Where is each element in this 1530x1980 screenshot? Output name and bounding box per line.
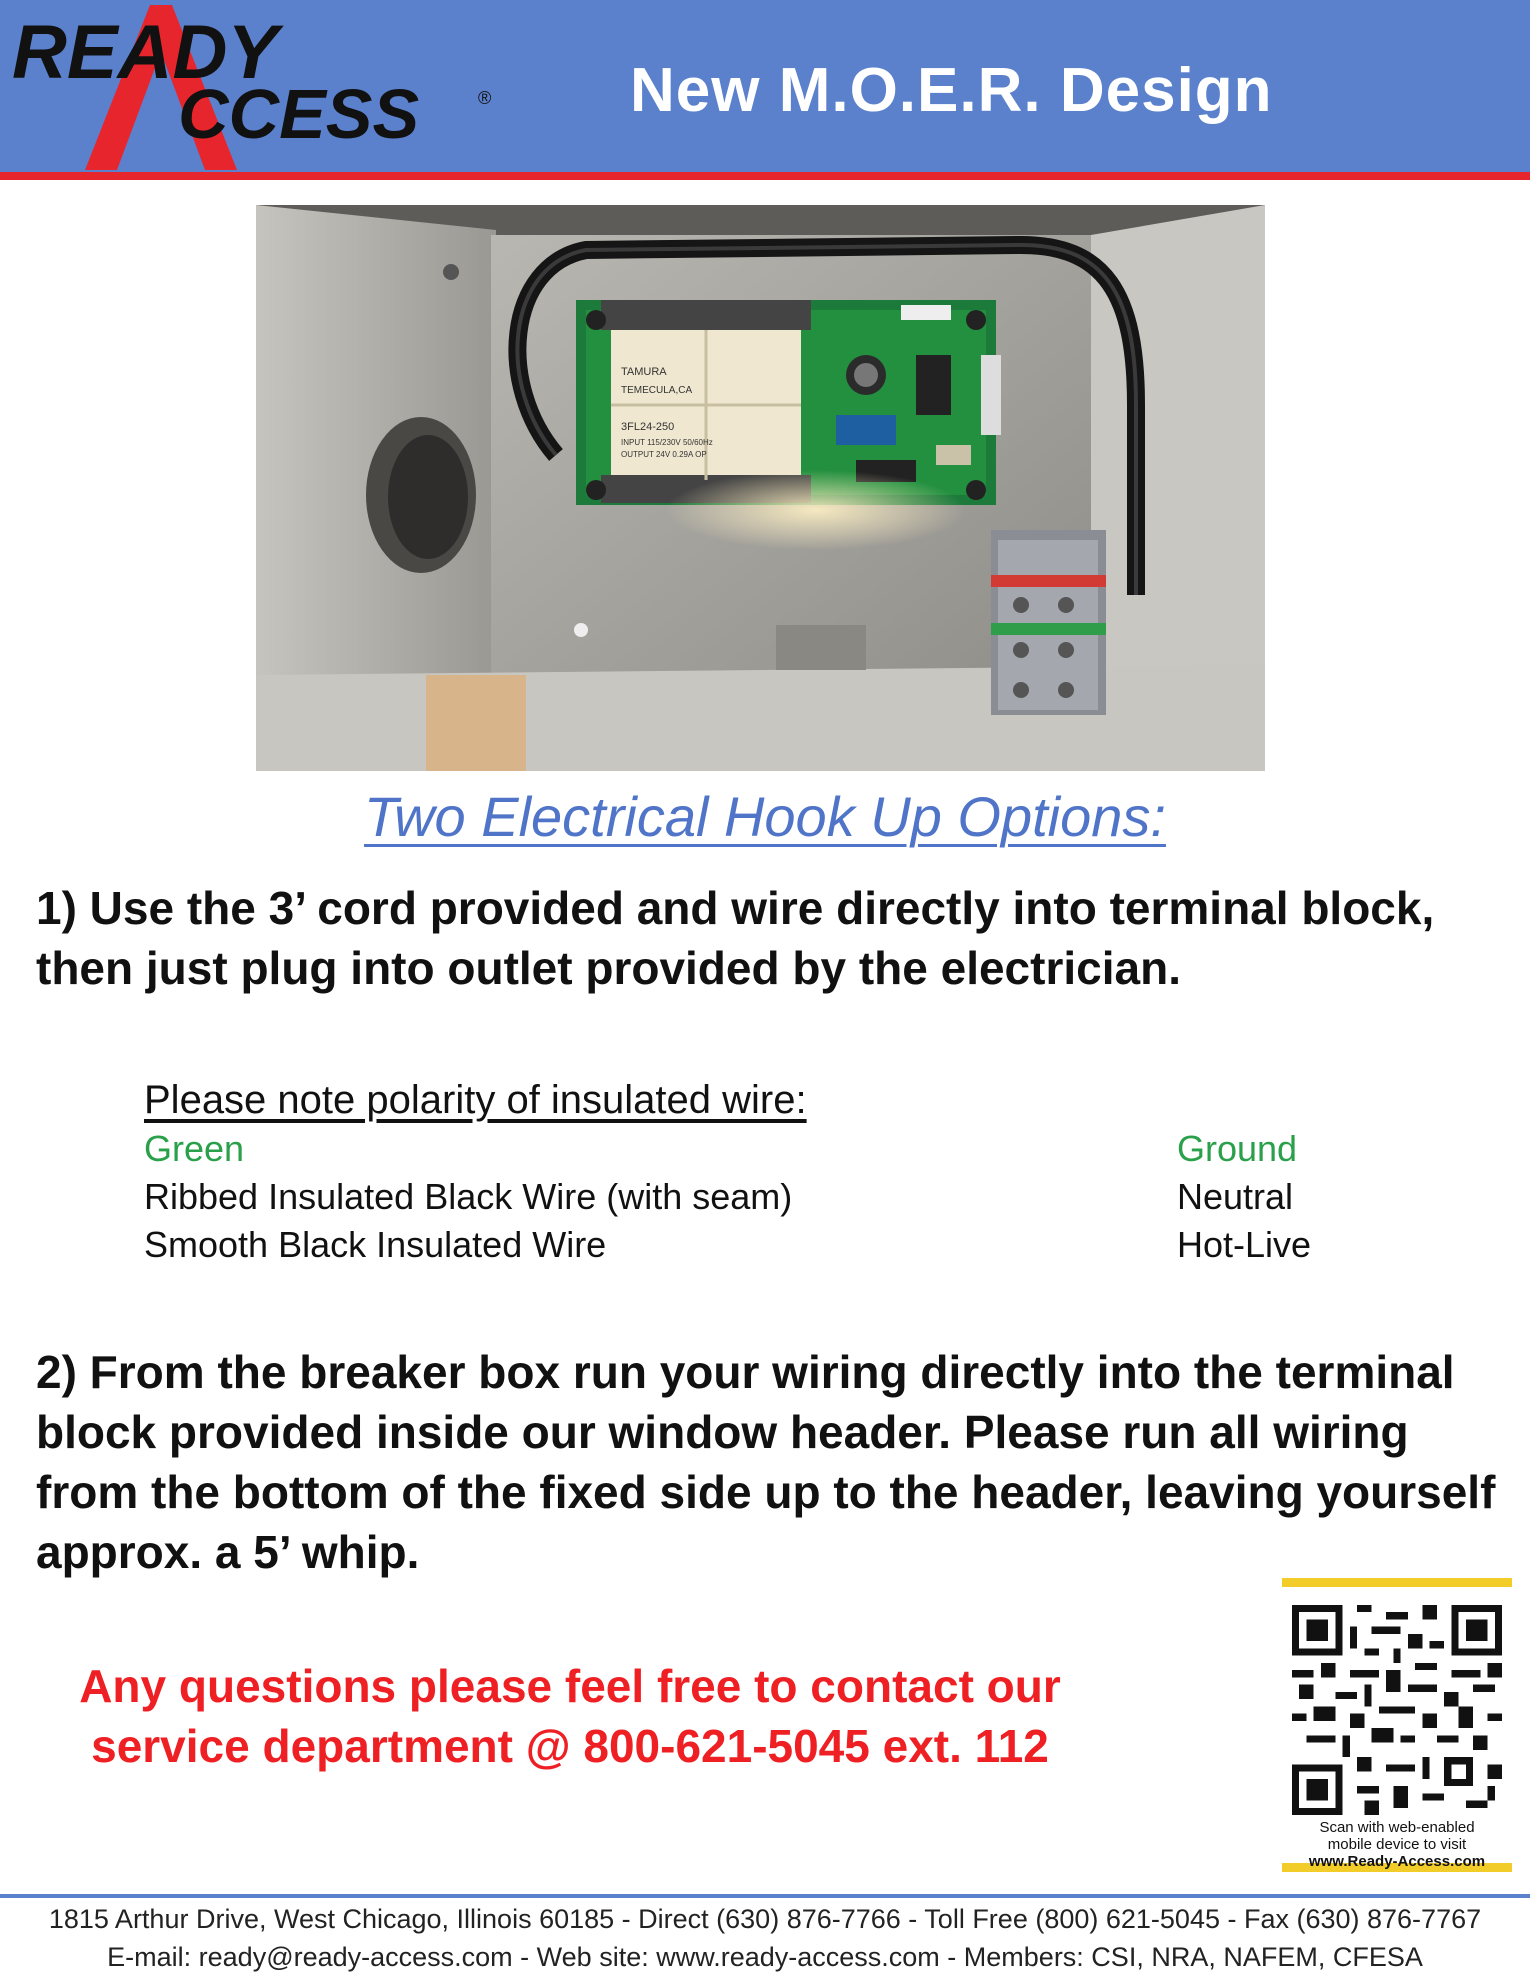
qr-code-icon[interactable] [1292, 1605, 1502, 1815]
svg-text:3FL24-250: 3FL24-250 [621, 421, 675, 433]
option-2-text: 2) From the breaker box run your wiring directly into the terminal block provided inside our window header. Please run all wiring from the bottom of the fixed side up to the header, leaving yourself approx. a 5’ whip. [36, 1346, 1496, 1578]
page-title: New M.O.E.R. Design [630, 56, 1273, 125]
polarity-row-hot [144, 1224, 1344, 1272]
logo-ready-text: READY [12, 10, 279, 95]
polarity-label: Ribbed Insulated Black Wire (with seam) [144, 1176, 793, 1217]
polarity-value: Neutral [1177, 1176, 1294, 1217]
polarity-label: Green [144, 1128, 245, 1169]
contact-notice [40, 1656, 1100, 1776]
polarity-row-neutral [144, 1176, 1344, 1224]
svg-text:TEMECULA,CA: TEMECULA,CA [621, 385, 693, 396]
logo-access-text: CCESS [178, 75, 420, 153]
svg-text:TAMURA: TAMURA [621, 366, 667, 378]
polarity-value: Ground [1177, 1128, 1298, 1169]
svg-text:INPUT 115/230V 50/60Hz: INPUT 115/230V 50/60Hz [621, 438, 713, 447]
polarity-label: Smooth Black Insulated Wire [144, 1224, 607, 1265]
svg-text:®: ® [478, 88, 492, 108]
section-heading: Two Electrical Hook Up Options: [364, 785, 1166, 848]
footer-divider [0, 1894, 1530, 1898]
website-link[interactable]: www.Ready-Access.com [1308, 1853, 1486, 1870]
polarity-value: Hot-Live [1177, 1224, 1312, 1265]
qr-caption: Scan with web-enabled mobile device to visit www.Ready-Access.com [1282, 1819, 1512, 1870]
contact-line-1: Any questions please feel free to contact our [79, 1660, 1061, 1712]
polarity-row-green [144, 1128, 1344, 1176]
polarity-title: Please note polarity of insulated wire: [144, 1078, 807, 1122]
footer-address: 1815 Arthur Drive, West Chicago, Illinois 60185 - Direct (630) 876-7766 - Toll Free (800) 621-5045 - Fax (630) 876-7767 [48, 1904, 1482, 1934]
contact-line-2: service department @ 800-621-5045 ext. 112 [91, 1720, 1049, 1772]
product-photo [256, 205, 1265, 771]
option-1-text: 1) Use the 3’ cord provided and wire directly into terminal block, then just plug into outlet provided by the electrician. [36, 882, 1435, 994]
qr-block [1282, 1578, 1512, 1872]
svg-text:OUTPUT 24V 0.29A OP: OUTPUT 24V 0.29A OP [621, 450, 707, 459]
footer-contact: E-mail: ready@ready-access.com - Web site: www.ready-access.com - Members: CSI, NRA, NAFEM, CFESA [107, 1942, 1423, 1972]
